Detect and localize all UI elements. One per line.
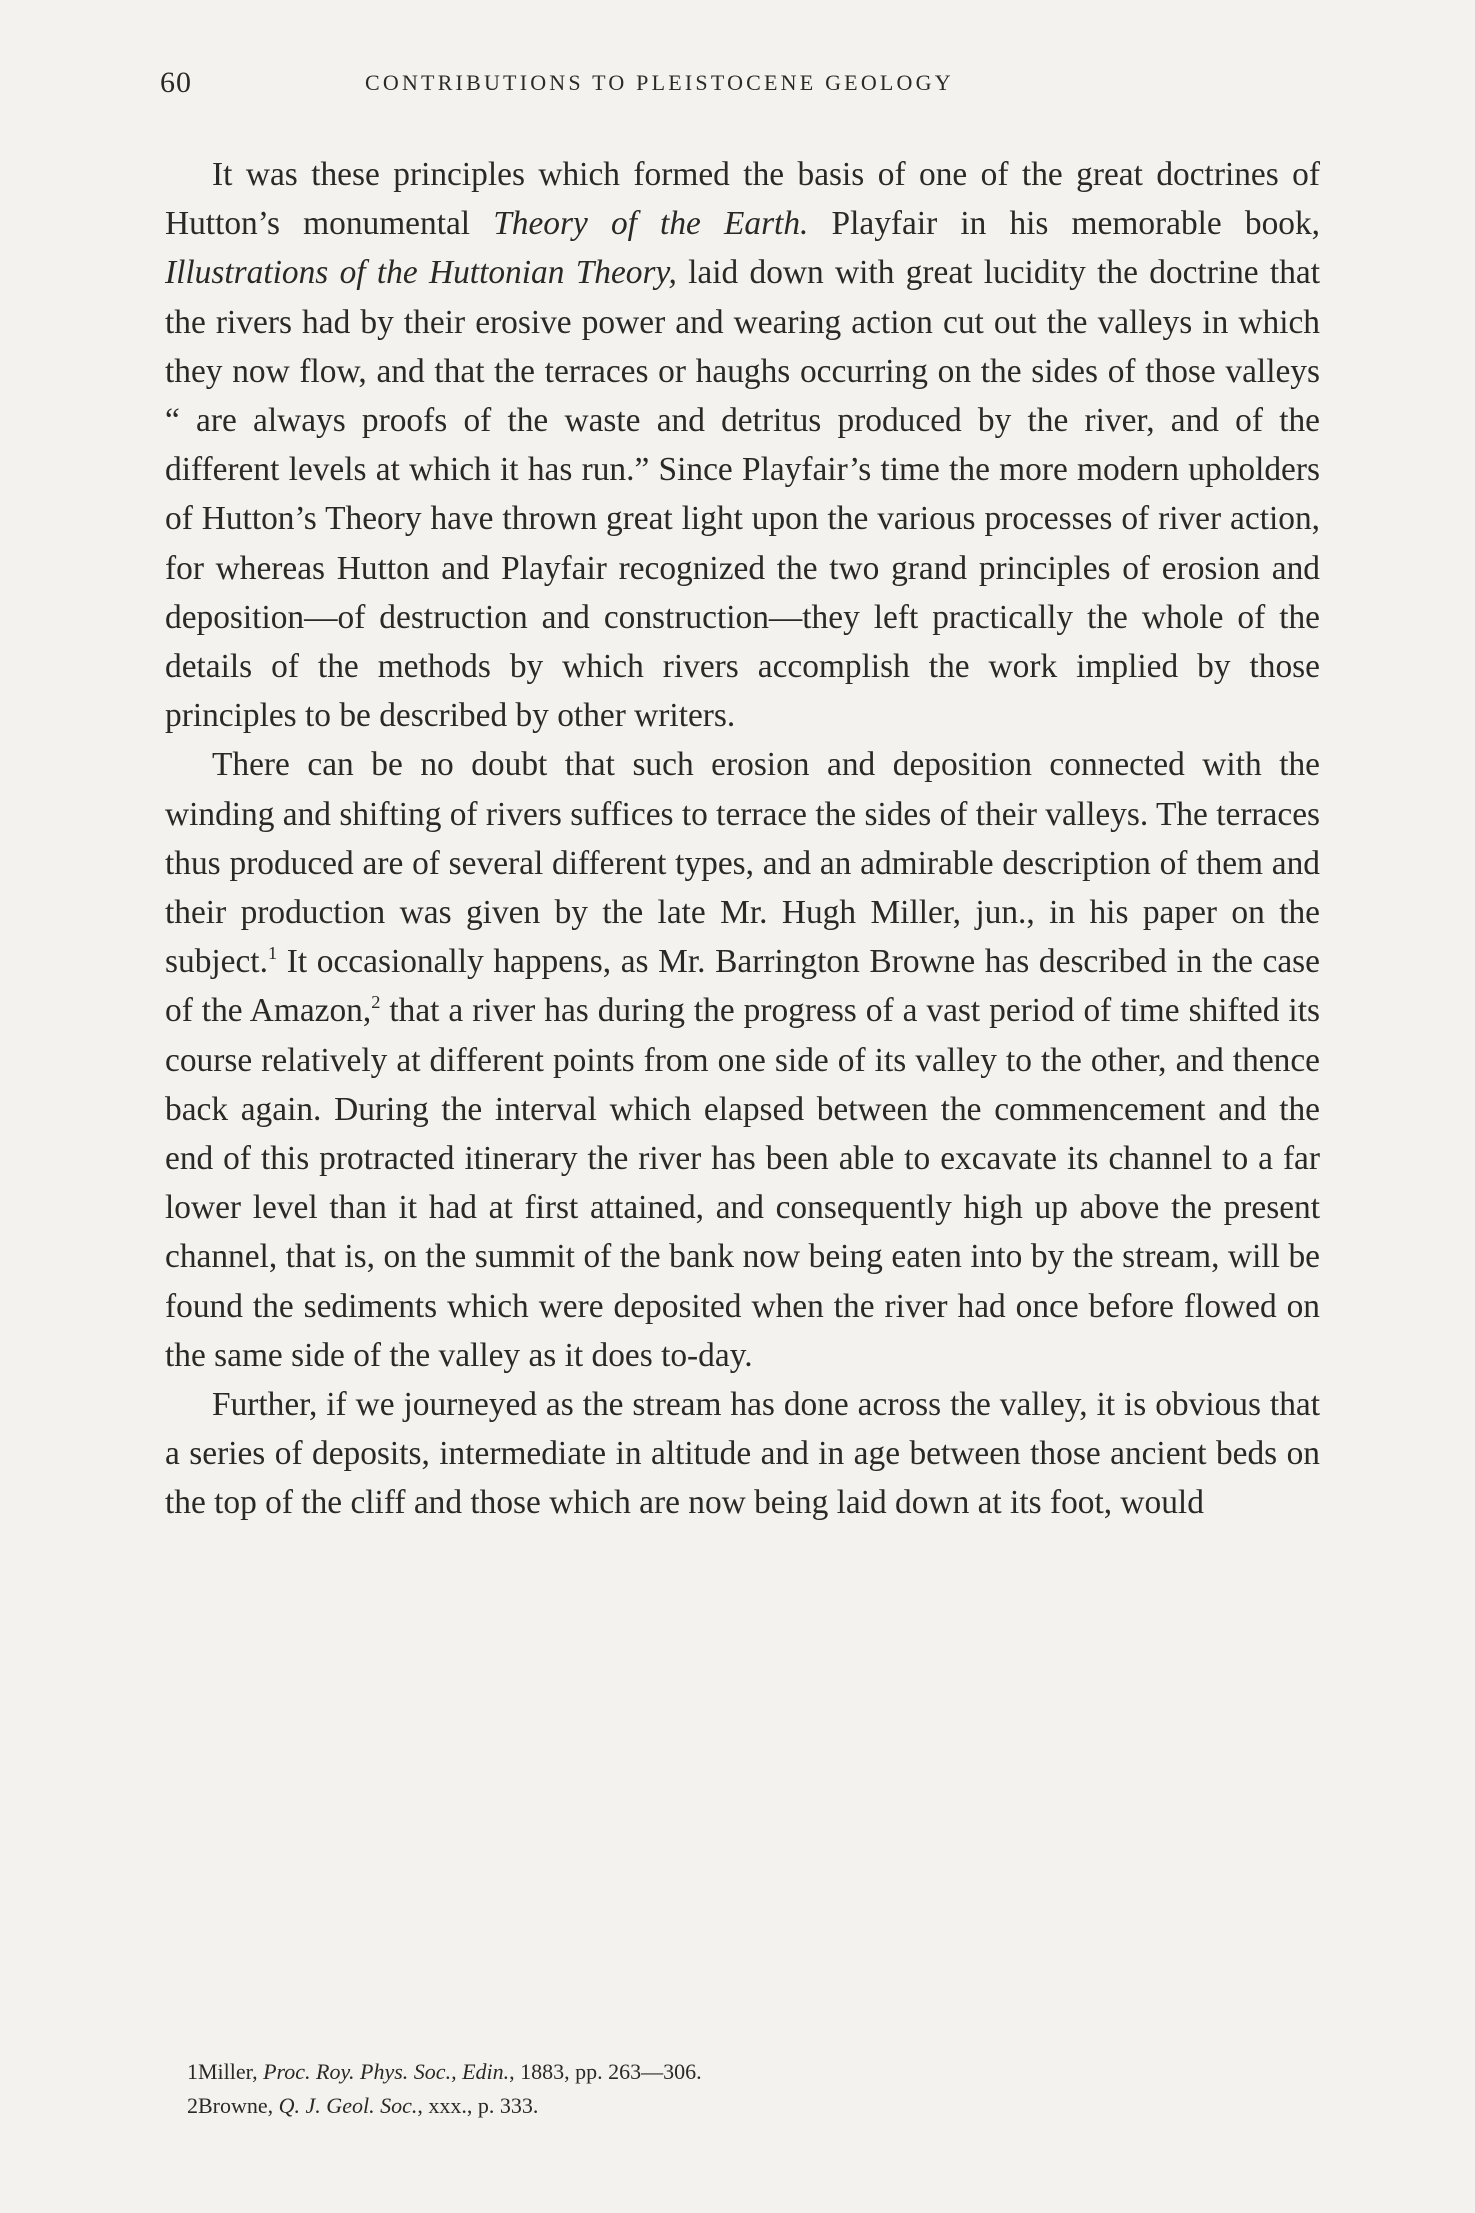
text-run: Browne, [198, 2093, 279, 2118]
italic-text: Q. J. Geol. Soc. [278, 2093, 418, 2118]
italic-text: Illustrations of the Huttonian Theory, [165, 254, 677, 292]
paragraph [165, 1380, 1320, 1528]
text-run: that a river has during the progress of a vast period of time shifted its course relatively at different points from one side of its valley to the other, and thence back again. During the interval which elapsed between the commencement and the end of this protracted itinerary the river has been able to excavate its channel to a far lower level than it had at first attained, and consequently high up above the present channel, that is, on the summit of the bank now being eaten into by the stream, will be found the sediments which were deposited when the river had once before flowed on the same side of the valley as it does to-day. [165, 992, 1320, 1374]
paragraph [165, 150, 1320, 740]
footnote [187, 2055, 1187, 2089]
text-run: Playfair in his memorable book, [808, 205, 1321, 243]
text-run: Miller, [198, 2059, 264, 2084]
text-run: It was these principles which formed the basis of one of the great doctrines of Hutton’s monumental [165, 156, 1320, 243]
text-run: , xxx., p. 333. [417, 2093, 539, 2118]
text-run: It occasionally happens, as Mr. Barrington Browne has described in the case of the Amazon, [165, 943, 1320, 1030]
footnotes [187, 2055, 1187, 2123]
page-number: 60 [160, 66, 192, 99]
text-run: , 1883, pp. 263—306. [509, 2059, 702, 2084]
text-run: There can be no doubt that such erosion and deposition connected with the winding and shifting of rivers suffices to terrace the sides of their valleys. The terraces thus produced are of several different types, and an admirable description of them and their production was given by the late Mr. Hugh Miller, jun., in his paper on the subject. [165, 746, 1321, 981]
italic-text: Theory of the Earth. [493, 205, 809, 243]
footnote-reference: 1 [267, 943, 278, 964]
italic-text: Proc. Roy. Phys. Soc., Edin. [263, 2059, 510, 2084]
footnote-number: 1 [187, 2059, 198, 2084]
paragraph [165, 740, 1320, 1380]
page-header [160, 66, 1320, 106]
text-run: Further, if we journeyed as the stream has done across the valley, it is obvious that a series of deposits, intermediate in altitude and in age between those ancient beds on the top of the cliff and those which are now being laid down at its foot, would [165, 1386, 1320, 1522]
body-text [165, 150, 1320, 1528]
footnote [187, 2089, 1187, 2123]
running-title: CONTRIBUTIONS TO PLEISTOCENE GEOLOGY [365, 70, 954, 95]
text-run: laid down with great lucidity the doctrine that the rivers had by their erosive power and wearing action cut out the valleys in which they now flow, and that the terraces or haughs occurring on the sides of those valleys “ are always proofs of the waste and detritus produced by the river, and of the different levels at which it has run.” Since Playfair’s time the more modern upholders of Hutton’s Theory have thrown great light upon the various processes of river action, for whereas Hutton and Playfair recognized the two grand principles of erosion and deposition—of destruction and construction—they left practically the whole of the details of the methods by which rivers accomplish the work implied by those principles to be described by other writers. [165, 254, 1320, 735]
footnote-number: 2 [187, 2093, 198, 2118]
footnote-reference: 2 [371, 992, 381, 1013]
